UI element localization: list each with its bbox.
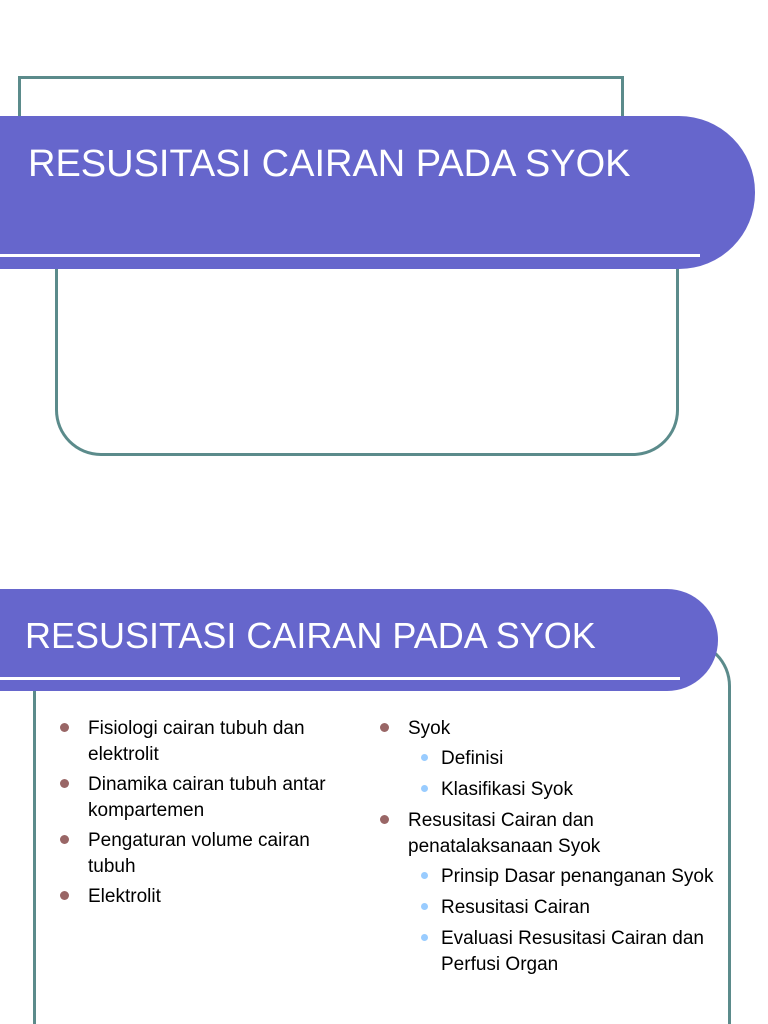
sub-bullet-icon — [421, 754, 428, 761]
bullet-icon — [60, 723, 69, 732]
list-item — [58, 716, 358, 768]
bullet-icon — [60, 835, 69, 844]
list-item-text: Elektrolit — [88, 886, 161, 907]
bullet-icon — [380, 815, 389, 824]
sub-bullet-icon — [421, 785, 428, 792]
bullet-icon — [380, 723, 389, 732]
slide2-left-column — [58, 716, 358, 914]
sub-list-item-text: Resusitasi Cairan — [441, 897, 590, 918]
sub-list-item — [378, 746, 718, 772]
list-item — [378, 808, 718, 860]
sub-list-item-text: Klasifikasi Syok — [441, 779, 573, 800]
list-item — [58, 828, 358, 880]
slide1-title-band — [0, 116, 755, 269]
list-item-text: Resusitasi Cairan dan penatalaksanaan Syok — [408, 810, 601, 857]
list-item-text: Fisiologi cairan tubuh dan elektrolit — [88, 718, 305, 765]
list-item — [58, 884, 358, 910]
sub-list-item-text: Definisi — [441, 748, 504, 769]
bullet-icon — [60, 779, 69, 788]
sub-list-item — [378, 777, 718, 803]
list-item-text: Dinamika cairan tubuh antar kompartemen — [88, 774, 326, 821]
slide1-title-underline — [0, 254, 700, 257]
sub-list-item-text: Prinsip Dasar penanganan Syok — [441, 866, 714, 887]
sub-list-item — [378, 926, 718, 978]
list-item — [378, 716, 718, 742]
list-item-text: Pengaturan volume cairan tubuh — [88, 830, 310, 877]
slide2-right-column — [378, 716, 718, 983]
slide2-title: RESUSITASI CAIRAN PADA SYOK — [25, 615, 596, 656]
sub-list-item — [378, 864, 718, 890]
slide2-title-underline — [0, 677, 680, 680]
sub-bullet-icon — [421, 934, 428, 941]
list-item-text: Syok — [408, 718, 451, 739]
sub-list-item — [378, 895, 718, 921]
slide1-title: RESUSITASI CAIRAN PADA SYOK — [28, 143, 631, 185]
sub-bullet-icon — [421, 903, 428, 910]
sub-bullet-icon — [421, 872, 428, 879]
list-item — [58, 772, 358, 824]
sub-list-item-text: Evaluasi Resusitasi Cairan dan Perfusi Organ — [441, 928, 704, 975]
slide1-frame — [55, 260, 679, 456]
bullet-icon — [60, 891, 69, 900]
